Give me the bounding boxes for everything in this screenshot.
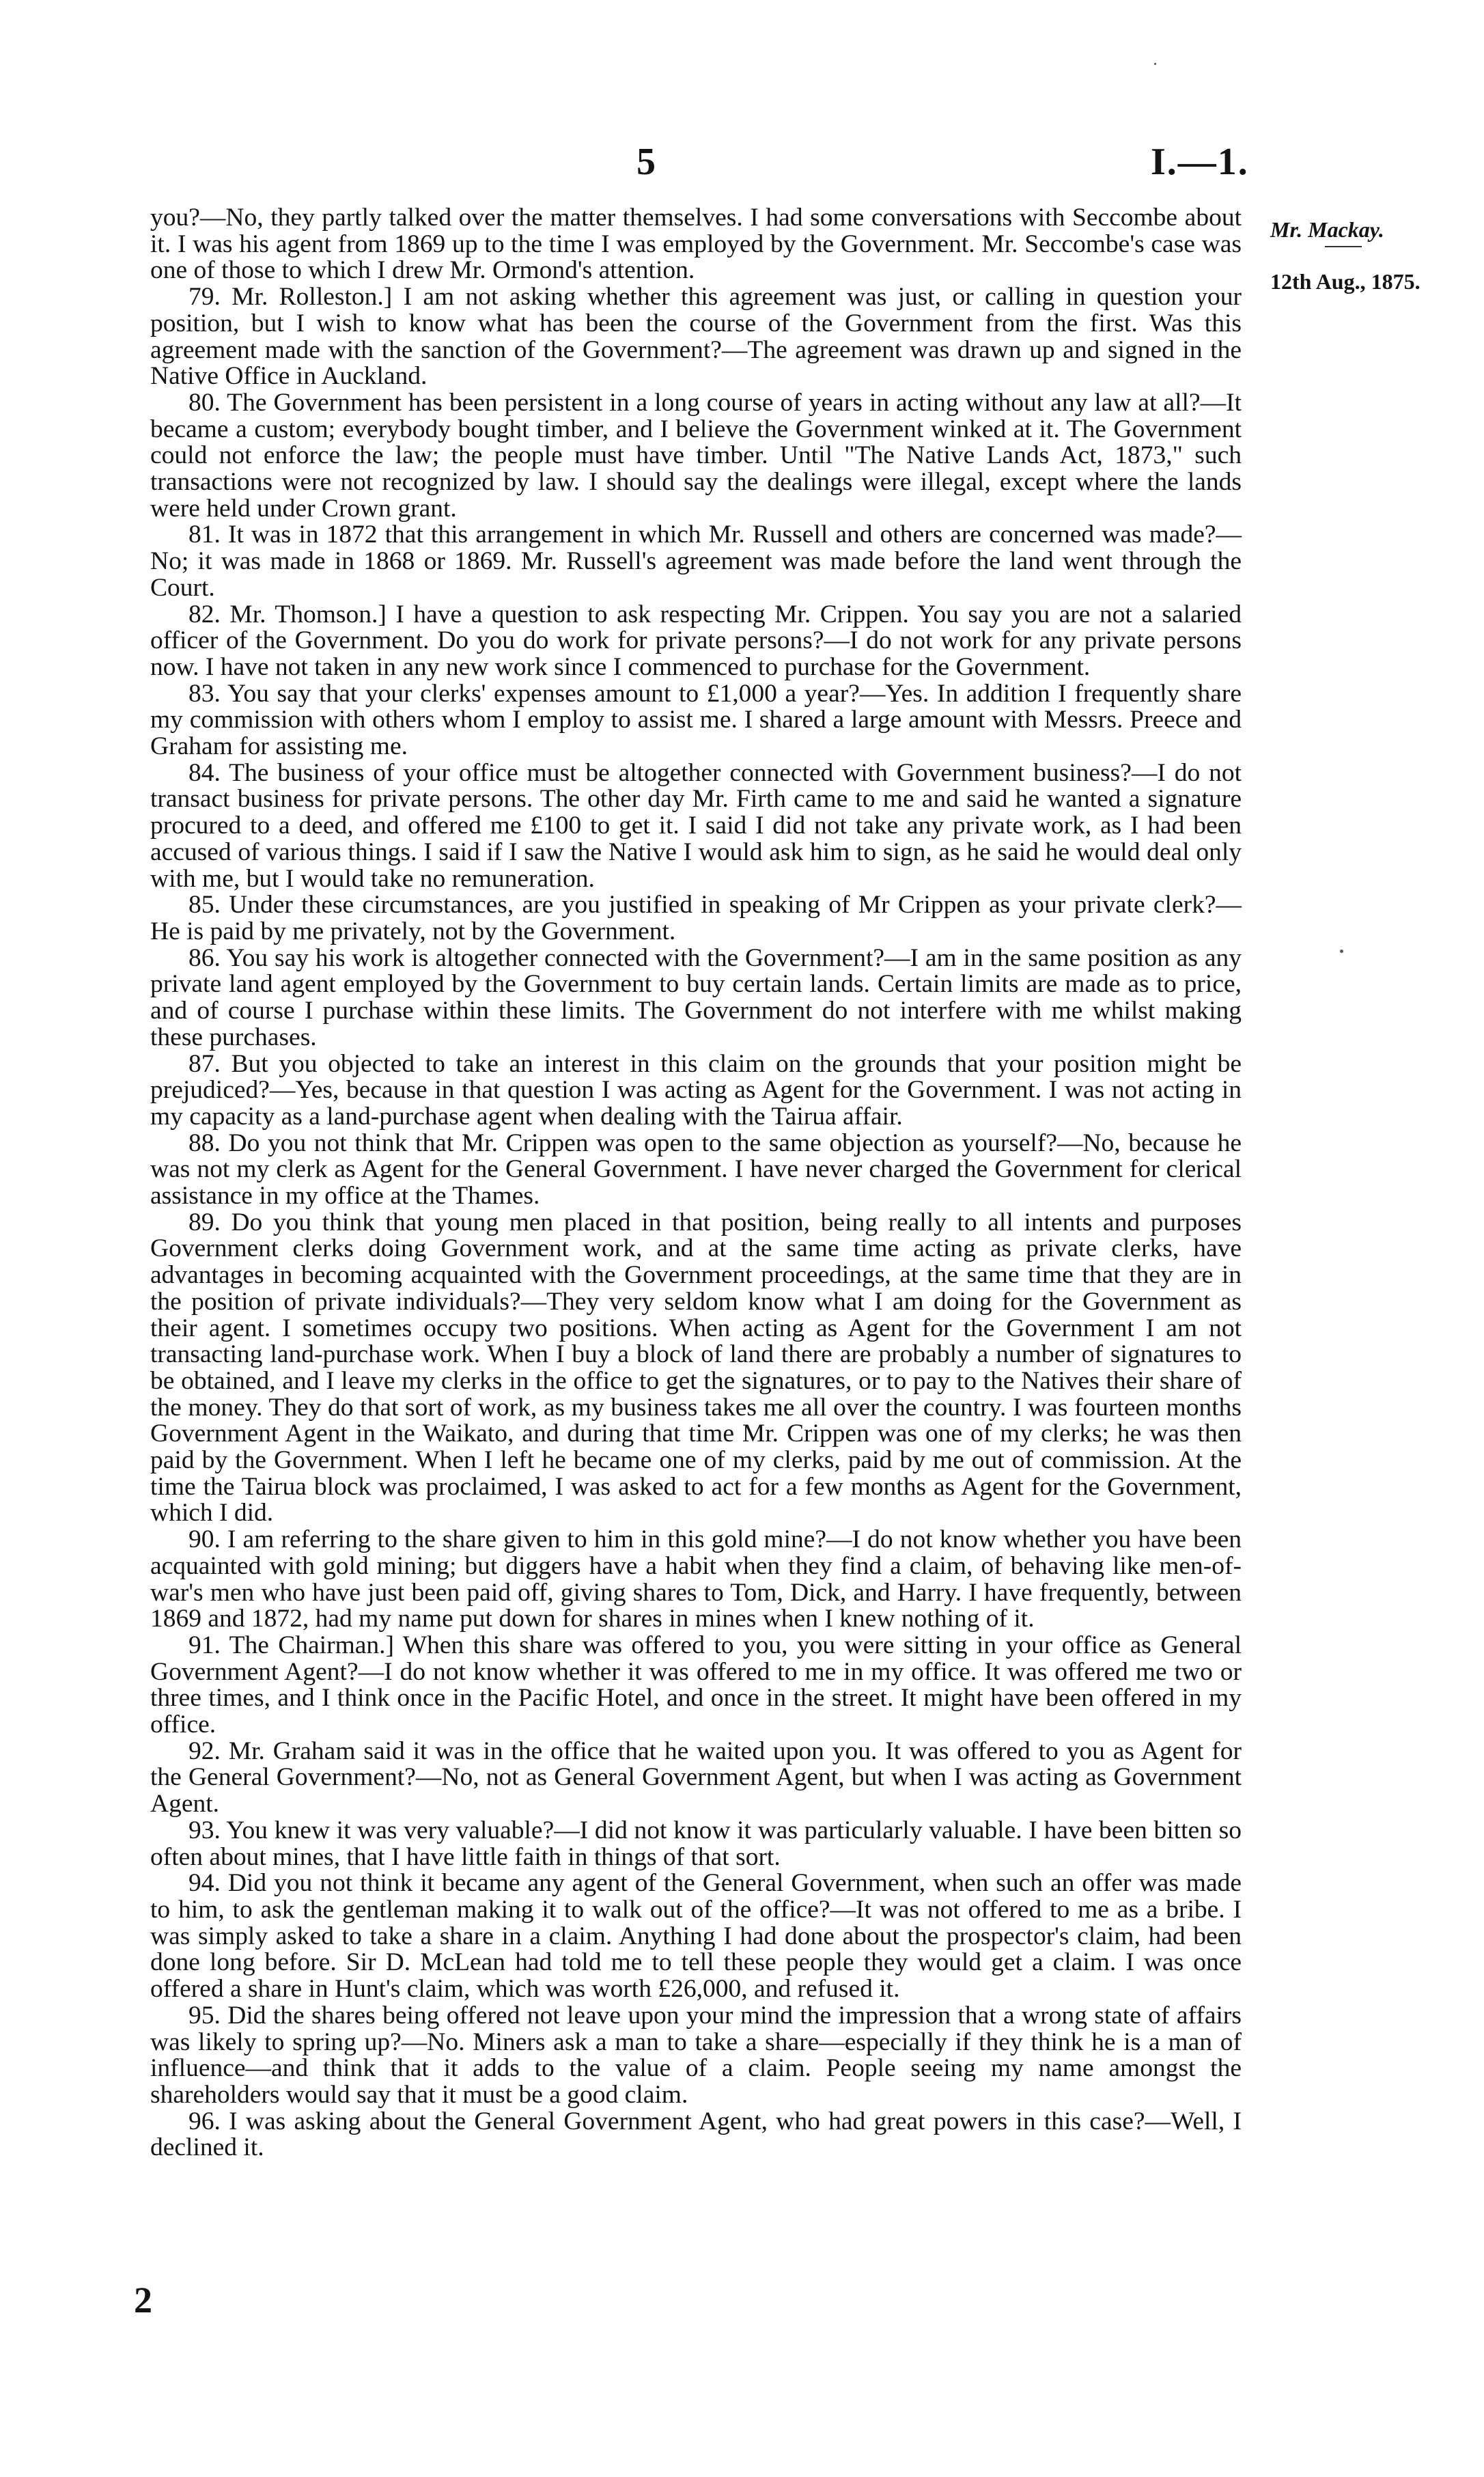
margin-rule	[1325, 246, 1362, 247]
question-92: 92. Mr. Graham said it was in the office that he waited upon you. It was offered to you as Agent for the General Government?—No, not as General Government Agent, but when I was acting as Government Agent.	[150, 1736, 1242, 1818]
question-80: 80. The Government has been persistent in a long course of years in acting without any law at all?—It became a custom; everybody bought timber, and I believe the Government winked at it. The Government could not enforce the law; the people must have timber. Until "The Native Lands Act, 1873," such transactions were not recognized by law. I should say the dealings were illegal, except where the lands were held under Crown grant.	[150, 388, 1242, 523]
question-86: 86. You say his work is altogether connected with the Government?—I am in the same position as any private land agent employed by the Government to buy certain lands. Certain limits are made as to price, and of course I purchase within these limits. The Government do not interfere with me whilst making these purchases.	[150, 943, 1242, 1051]
print-speck	[1340, 950, 1343, 953]
question-81: 81. It was in 1872 that this arrangement in which Mr. Russell and others are concerned was made?—No; it was made in 1868 or 1869. Mr. Russell's agreement was made before the land went through the Court.	[150, 521, 1242, 602]
print-speck	[1154, 63, 1156, 65]
question-95: 95. Did the shares being offered not leave upon your mind the impression that a wrong state of affairs was likely to spring up?—No. Miners ask a man to take a share—especially if they think he is a man of influence—and think that it adds to the value of a claim. People seeing my name amongst the shareholders would say that it must be a good claim.	[150, 2001, 1242, 2109]
question-83: 83. You say that your clerks' expenses amount to £1,000 a year?—Yes. In addition I frequently share my commission with others whom I employ to assist me. I shared a large amount with Messrs. Preece and Graham for assisting me.	[150, 679, 1242, 761]
question-91: 91. The Chairman.] When this share was offered to you, you were sitting in your office as General Government Agent?—I do not know whether it was offered to me in my office. It was offered me two or three times, and I think once in the Pacific Hotel, and once in the street. It might have been offered in my office.	[150, 1631, 1242, 1739]
question-93: 93. You knew it was very valuable?—I did not know it was particularly valuable. I have been bitten so often about mines, that I have little faith in things of that sort.	[150, 1816, 1242, 1871]
paragraph-continued: you?—No, they partly talked over the matter themselves. I had some conversations with Seccombe about it. I was his agent from 1869 up to the time I was employed by the Government. Mr. Seccombe's case was one of those to which I drew Mr. Ormond's attention.	[150, 204, 1242, 285]
question-87: 87. But you objected to take an interest in this claim on the grounds that your position might be prejudiced?—Yes, because in that question I was acting as Agent for the Government. I was not acting in my capacity as a land-purchase agent when dealing with the Tairua affair.	[150, 1049, 1242, 1131]
testimony-body	[150, 205, 1242, 2161]
question-85: 85. Under these circumstances, are you justified in speaking of Mr Crippen as your private clerk?—He is paid by me privately, not by the Government.	[150, 891, 1242, 945]
margin-speaker-name: Mr. Mackay.	[1270, 217, 1384, 242]
question-94: 94. Did you not think it became any agent of the General Government, when such an offer was made to him, to ask the gentleman making it to walk out of the office?—It was not offered to me as a bribe. I was simply asked to take a share in a claim. Anything I had done about the prospector's claim, had been done long before. Sir D. McLean had told me to tell these people they would get a claim. I was once offered a share in Hunt's claim, which was worth £26,000, and refused it.	[150, 1869, 1242, 2004]
question-89: 89. Do you think that young men placed in that position, being really to all intents and purposes Government clerks doing Government work, and at the same time acting as private clerks, have advantages in becoming acquainted with the Government proceedings, at the same time that they are in the position of private individuals?—They very seldom know what I am doing for the Government as their agent. I sometimes occupy two positions. When acting as Agent for the Government I am not transacting land-purchase work. When I buy a block of land there are probably a number of signatures to be obtained, and I leave my clerks in the office to get the signatures, or to pay to the Natives their share of the money. They do that sort of work, as my business takes me all over the country. I was fourteen months Government Agent in the Waikato, and during that time Mr. Crippen was one of my clerks; he was then paid by the Government. When I left he became one of my clerks, paid by me out of commission. At the time the Tairua block was proclaimed, I was asked to act for a few months as Agent for the Government, which I did.	[150, 1208, 1242, 1527]
page-number: 5	[636, 141, 656, 183]
question-82: 82. Mr. Thomson.] I have a question to ask respecting Mr. Crippen. You say you are not a salaried officer of the Government. Do you do work for private persons?—I do not work for any private persons now. I have not taken in any new work since I commenced to purchase for the Government.	[150, 600, 1242, 681]
question-90: 90. I am referring to the share given to him in this gold mine?—I do not know whether you have been acquainted with gold mining; but diggers have a habit when they find a claim, of behaving like men-of-war's men who have just been paid off, giving shares to Tom, Dick, and Harry. I have frequently, between 1869 and 1872, had my name put down for shares in mines when I knew nothing of it.	[150, 1525, 1242, 1633]
signature-mark: 2	[134, 2280, 152, 2321]
document-reference: I.—1.	[1151, 141, 1249, 183]
margin-date: 12th Aug., 1875.	[1270, 269, 1420, 294]
question-79: 79. Mr. Rolleston.] I am not asking whether this agreement was just, or calling in question your position, but I wish to know what has been the course of the Government from the first. Was this agreement made with the sanction of the Government?—The agreement was drawn up and signed in the Native Office in Auckland.	[150, 283, 1242, 391]
question-96: 96. I was asking about the General Government Agent, who had great powers in this case?—Well, I declined it.	[150, 2107, 1242, 2162]
question-88: 88. Do you not think that Mr. Crippen was open to the same objection as yourself?—No, because he was not my clerk as Agent for the General Government. I have never charged the Government for clerical assistance in my office at the Thames.	[150, 1129, 1242, 1210]
question-84: 84. The business of your office must be altogether connected with Government business?—I do not transact business for private persons. The other day Mr. Firth came to me and said he wanted a signature procured to a deed, and offered me £100 to get it. I said I did not take any private work, as I had been accused of various things. I said if I saw the Native I would ask him to sign, as he said he would deal only with me, but I would take no remuneration.	[150, 758, 1242, 893]
